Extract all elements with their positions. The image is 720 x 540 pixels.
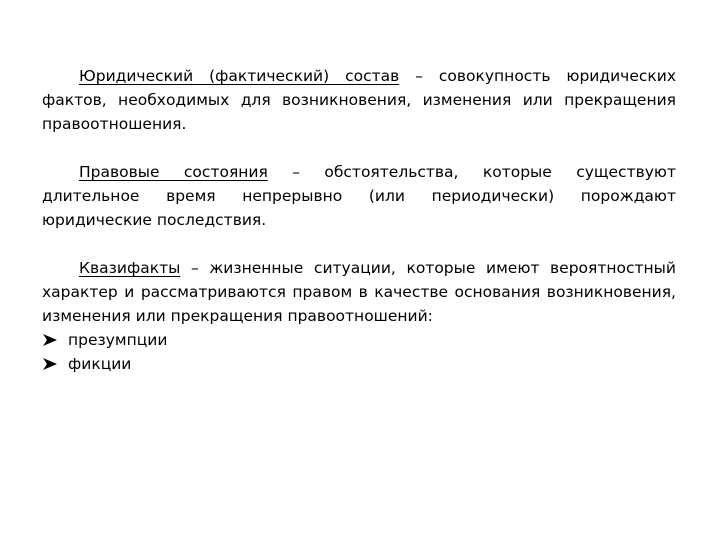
quasi-facts-list	[42, 328, 676, 376]
spacer	[42, 232, 676, 256]
list-item-label: фикции	[68, 355, 132, 373]
slide-content	[42, 64, 676, 376]
definition-text-legal-states: – обстоятельства, которые существуют длительное время непрерывно (или периодически) порождают юридические последствия.	[42, 163, 676, 229]
list-item	[42, 352, 676, 376]
term-quasi-facts: Квазифакты	[79, 259, 181, 277]
definition-legal-composition	[42, 64, 676, 136]
definition-quasi-facts	[42, 256, 676, 328]
term-legal-composition: Юридический (фактический) состав	[79, 67, 400, 85]
arrowhead-bullet-icon	[42, 328, 68, 352]
spacer	[42, 136, 676, 160]
list-item-label: презумпции	[68, 331, 168, 349]
term-legal-states: Правовые состояния	[79, 163, 268, 181]
definition-legal-states	[42, 160, 676, 232]
definition-text-legal-composition: – совокупность юридических фактов, необходимых для возникновения, изменения или прекращения правоотношения.	[42, 67, 676, 133]
list-item	[42, 328, 676, 352]
arrowhead-bullet-icon	[42, 352, 68, 376]
definition-text-quasi-facts: – жизненные ситуации, которые имеют вероятностный характер и рассматриваются правом в качестве основания возникновения, изменения или прекращения правоотношений:	[42, 259, 676, 325]
